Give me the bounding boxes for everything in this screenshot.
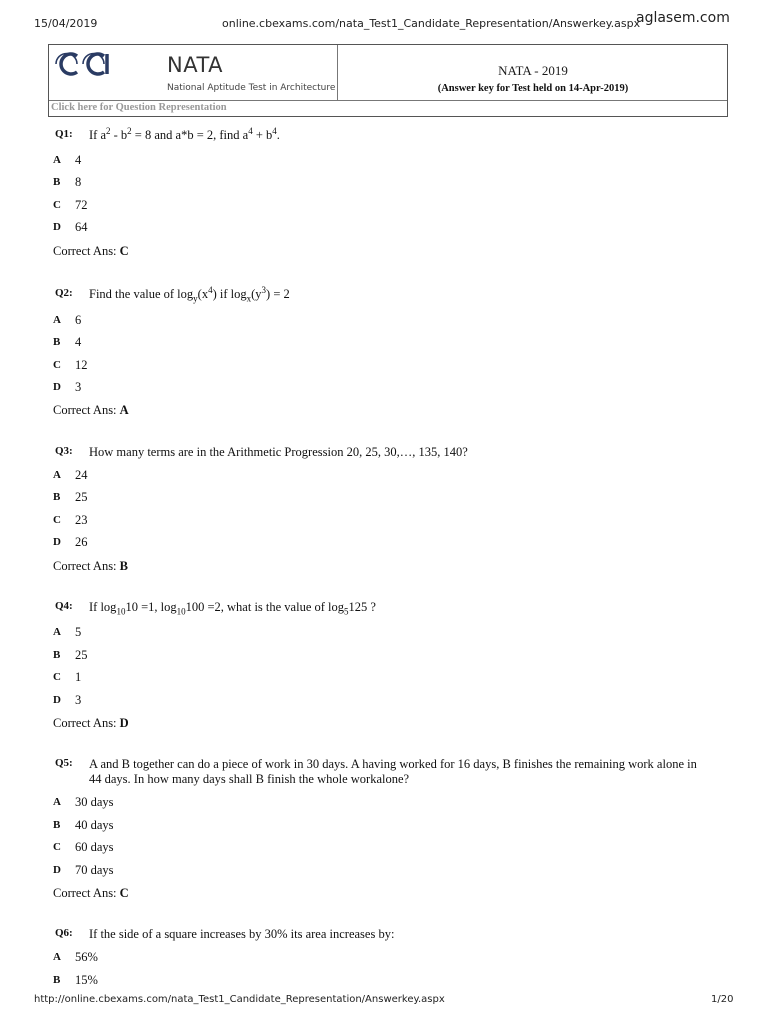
option-value: 24: [75, 468, 88, 482]
question-number: Q2:: [55, 287, 73, 299]
question-text: A and B together can do a piece of work in 30 days. A having worked for 16 days, B finishes the remaining work alone in 44 days. In how many days shall B finish the whole workalone?: [89, 757, 697, 786]
test-date-note: (Answer key for Test held on 14-Apr-2019): [437, 83, 629, 94]
option-key: A: [53, 626, 61, 638]
print-url: online.cbexams.com/nata_Test1_Candidate_Representation/Answerkey.aspx: [222, 17, 641, 30]
option-key: D: [53, 221, 61, 233]
option-value: 26: [75, 535, 88, 549]
option-value: 25: [75, 490, 88, 504]
option-value: 3: [75, 693, 82, 707]
correct-answer: Correct Ans: C: [53, 886, 129, 900]
option-value: 15%: [75, 973, 98, 987]
option-value: 70 days: [75, 863, 114, 877]
option-key: B: [53, 974, 61, 986]
question-text: If $\log_{10}10 =1$, $\log_{10}100 =2$, what is the value of $\log_5125$ ?: [89, 600, 376, 617]
option-c: [0, 359, 400, 377]
question-number: Q3:: [55, 445, 73, 457]
ca-logo-icon: [53, 51, 115, 77]
option-c: [0, 514, 400, 532]
option-a: [0, 796, 400, 814]
option-c: [0, 841, 400, 859]
question-number: Q5:: [55, 757, 73, 769]
option-value: 72: [75, 198, 88, 212]
option-value: 56%: [75, 950, 98, 964]
option-key: C: [53, 199, 61, 211]
test-name: NATA - 2019: [498, 63, 568, 78]
option-value: 4: [75, 335, 82, 349]
option-value: 30 days: [75, 795, 114, 809]
option-key: A: [53, 314, 61, 326]
option-key: A: [53, 796, 61, 808]
print-header: [0, 0, 768, 36]
option-value: 4: [75, 153, 82, 167]
option-key: B: [53, 336, 61, 348]
option-key: B: [53, 176, 61, 188]
option-b: [0, 649, 400, 667]
correct-answer: Correct Ans: C: [53, 244, 129, 258]
option-value: 60 days: [75, 840, 114, 854]
option-d: [0, 864, 400, 882]
option-value: 5: [75, 625, 82, 639]
question-text: Find the value of $\log_y(x^4)$ if $\log_x(y^3) = 2$: [89, 284, 290, 304]
question-text: How many terms are in the Arithmetic Progression 20, 25, 30,…, 135, 140?: [89, 445, 468, 459]
option-a: [0, 154, 400, 172]
option-key: D: [53, 381, 61, 393]
option-value: 1: [75, 670, 82, 684]
option-key: D: [53, 536, 61, 548]
correct-answer: Correct Ans: D: [53, 716, 129, 730]
option-a: [0, 469, 400, 487]
answer-key-header: [48, 44, 728, 117]
option-key: C: [53, 514, 61, 526]
option-a: [0, 314, 400, 332]
option-value: 3: [75, 380, 82, 394]
option-value: 64: [75, 220, 88, 234]
page-number: 1/20: [711, 994, 734, 1005]
question-text: If the side of a square increases by 30% its area increases by:: [89, 927, 395, 941]
question-number: Q4:: [55, 600, 73, 612]
option-d: [0, 694, 400, 712]
option-key: B: [53, 649, 61, 661]
option-a: [0, 626, 400, 644]
option-b: [0, 176, 400, 194]
option-d: [0, 381, 400, 399]
footer-url: http://online.cbexams.com/nata_Test1_Candidate_Representation/Answerkey.aspx: [34, 994, 445, 1005]
option-key: A: [53, 154, 61, 166]
option-value: 12: [75, 358, 88, 372]
option-key: C: [53, 841, 61, 853]
option-c: [0, 671, 400, 689]
option-a: [0, 951, 400, 969]
option-value: 23: [75, 513, 88, 527]
option-key: A: [53, 951, 61, 963]
option-key: C: [53, 359, 61, 371]
option-b: [0, 491, 400, 509]
option-d: [0, 536, 400, 554]
option-key: B: [53, 819, 61, 831]
brand-watermark: aglasem.com: [636, 10, 730, 26]
question-number: Q6:: [55, 927, 73, 939]
option-value: 8: [75, 175, 82, 189]
option-b: [0, 819, 400, 837]
option-key: D: [53, 864, 61, 876]
option-key: D: [53, 694, 61, 706]
option-value: 6: [75, 313, 82, 327]
question-number: Q1:: [55, 128, 73, 140]
correct-answer: Correct Ans: B: [53, 559, 129, 573]
option-value: 40 days: [75, 818, 114, 832]
option-b: [0, 336, 400, 354]
print-date: 15/04/2019: [34, 17, 98, 30]
nata-logo-subtitle: National Aptitude Test in Architecture: [167, 83, 336, 93]
option-d: [0, 221, 400, 239]
option-c: [0, 199, 400, 217]
option-key: C: [53, 671, 61, 683]
question-text: If $a^2 - b^2 = 8$ and a*b = 2, find $a^4 + b^4$.: [89, 125, 280, 142]
option-value: 25: [75, 648, 88, 662]
option-b: [0, 974, 400, 992]
question-representation-link[interactable]: Click here for Question Representation: [51, 102, 227, 113]
option-key: B: [53, 491, 61, 503]
correct-answer: Correct Ans: A: [53, 403, 129, 417]
option-key: A: [53, 469, 61, 481]
nata-logo-title: NATA: [167, 53, 224, 77]
